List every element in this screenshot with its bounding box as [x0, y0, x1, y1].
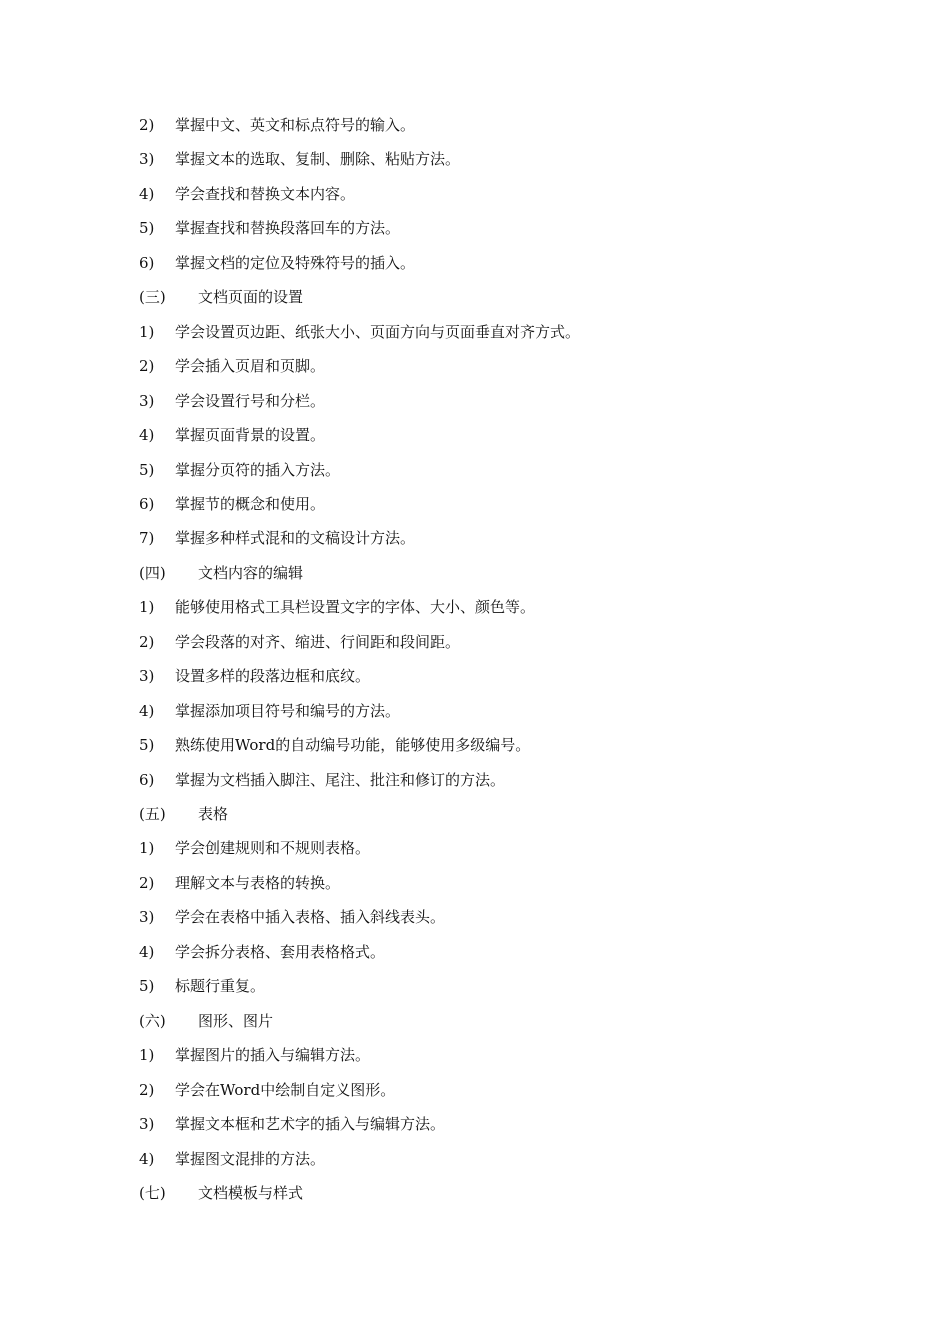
- list-item: [139, 1112, 445, 1136]
- section-heading: [139, 285, 303, 309]
- list-item: [139, 389, 325, 413]
- list-item: [139, 595, 535, 619]
- list-item: [139, 1043, 370, 1067]
- section-title: 文档模板与样式: [198, 1184, 304, 1202]
- list-item: [139, 664, 370, 688]
- list-item: [139, 871, 340, 895]
- list-item: [139, 492, 325, 516]
- item-text: 掌握为文档插入脚注、尾注、批注和修订的方法。: [175, 771, 506, 789]
- list-item: [139, 113, 415, 137]
- list-item: [139, 320, 580, 344]
- section-heading: [139, 1009, 273, 1033]
- item-number: 1): [139, 1046, 155, 1064]
- item-text: 熟练使用Word的自动编号功能，能够使用多级编号。: [175, 736, 531, 754]
- list-item: [139, 1078, 395, 1102]
- item-text: 掌握中文、英文和标点符号的输入。: [175, 116, 416, 134]
- list-item: [139, 147, 460, 171]
- item-text: 掌握页面背景的设置。: [175, 426, 326, 444]
- item-text: 掌握文档的定位及特殊符号的插入。: [175, 254, 416, 272]
- item-number: 3): [139, 392, 155, 410]
- item-text: 掌握图文混排的方法。: [175, 1150, 326, 1168]
- section-title: 文档内容的编辑: [198, 564, 304, 582]
- item-text: 设置多样的段落边框和底纹。: [175, 667, 371, 685]
- section-number: (六): [139, 1012, 166, 1030]
- list-item: [139, 768, 505, 792]
- list-item: [139, 216, 400, 240]
- section-title: 图形、图片: [198, 1012, 274, 1030]
- item-number: 5): [139, 219, 155, 237]
- item-number: 4): [139, 702, 155, 720]
- list-item: [139, 458, 340, 482]
- list-item: [139, 423, 325, 447]
- item-text: 学会段落的对齐、缩进、行间距和段间距。: [175, 633, 461, 651]
- item-number: 3): [139, 908, 155, 926]
- list-item: [139, 699, 400, 723]
- item-number: 1): [139, 839, 155, 857]
- section-number: (三): [139, 288, 166, 306]
- item-number: 6): [139, 254, 155, 272]
- item-text: 学会设置行号和分栏。: [175, 392, 326, 410]
- item-text: 学会设置页边距、纸张大小、页面方向与页面垂直对齐方式。: [175, 323, 581, 341]
- item-text: 掌握节的概念和使用。: [175, 495, 326, 513]
- item-number: 5): [139, 736, 155, 754]
- item-text: 掌握查找和替换段落回车的方法。: [175, 219, 401, 237]
- item-text: 学会拆分表格、套用表格格式。: [175, 943, 386, 961]
- item-text: 标题行重复。: [175, 977, 266, 995]
- item-text: 掌握文本框和艺术字的插入与编辑方法。: [175, 1115, 446, 1133]
- item-number: 6): [139, 771, 155, 789]
- item-number: 6): [139, 495, 155, 513]
- section-number: (四): [139, 564, 166, 582]
- section-title: 文档页面的设置: [198, 288, 304, 306]
- item-text: 学会创建规则和不规则表格。: [175, 839, 371, 857]
- item-number: 3): [139, 1115, 155, 1133]
- item-number: 2): [139, 116, 155, 134]
- item-text: 学会在表格中插入表格、插入斜线表头。: [175, 908, 446, 926]
- item-number: 2): [139, 633, 155, 651]
- item-number: 4): [139, 943, 155, 961]
- item-number: 2): [139, 357, 155, 375]
- item-text: 学会查找和替换文本内容。: [175, 185, 356, 203]
- item-number: 7): [139, 529, 155, 547]
- item-text: 掌握文本的选取、复制、删除、粘贴方法。: [175, 150, 461, 168]
- item-number: 3): [139, 667, 155, 685]
- section-heading: [139, 802, 228, 826]
- list-item: [139, 354, 325, 378]
- item-text: 学会在Word中绘制自定义图形。: [175, 1081, 396, 1099]
- item-text: 学会插入页眉和页脚。: [175, 357, 326, 375]
- item-number: 1): [139, 323, 155, 341]
- item-number: 2): [139, 874, 155, 892]
- section-title: 表格: [198, 805, 229, 823]
- item-text: 掌握图片的插入与编辑方法。: [175, 1046, 371, 1064]
- item-number: 5): [139, 461, 155, 479]
- item-text: 掌握添加项目符号和编号的方法。: [175, 702, 401, 720]
- item-text: 掌握分页符的插入方法。: [175, 461, 341, 479]
- section-heading: [139, 561, 303, 585]
- item-number: 2): [139, 1081, 155, 1099]
- list-item: [139, 182, 355, 206]
- item-number: 4): [139, 185, 155, 203]
- list-item: [139, 974, 265, 998]
- list-item: [139, 251, 415, 275]
- list-item: [139, 733, 530, 757]
- item-text: 理解文本与表格的转换。: [175, 874, 341, 892]
- list-item: [139, 836, 370, 860]
- section-number: (七): [139, 1184, 166, 1202]
- list-item: [139, 1147, 325, 1171]
- item-number: 4): [139, 1150, 155, 1168]
- list-item: [139, 940, 385, 964]
- item-number: 3): [139, 150, 155, 168]
- item-number: 1): [139, 598, 155, 616]
- item-text: 掌握多种样式混和的文稿设计方法。: [175, 529, 416, 547]
- item-number: 5): [139, 977, 155, 995]
- section-heading: [139, 1181, 303, 1205]
- item-number: 4): [139, 426, 155, 444]
- list-item: [139, 526, 415, 550]
- section-number: (五): [139, 805, 166, 823]
- list-item: [139, 905, 445, 929]
- item-text: 能够使用格式工具栏设置文字的字体、大小、颜色等。: [175, 598, 536, 616]
- list-item: [139, 630, 460, 654]
